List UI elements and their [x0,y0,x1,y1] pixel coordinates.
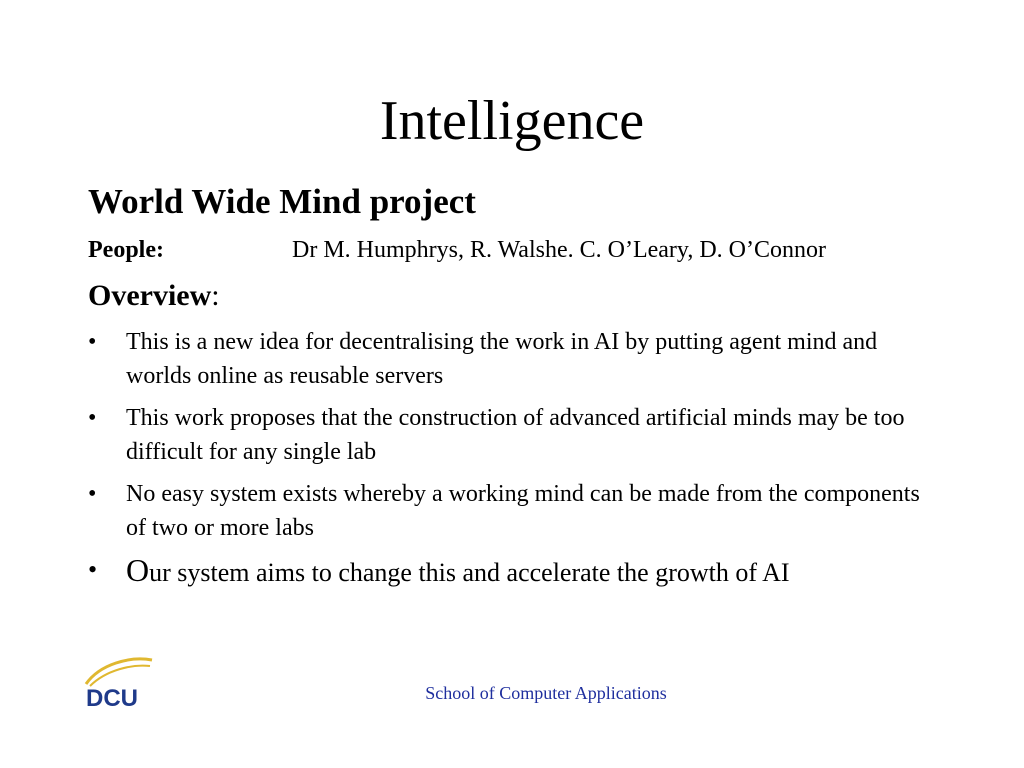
people-label: People: [88,237,164,263]
project-heading: World Wide Mind project [88,182,476,221]
bullet-text: This is a new idea for decentralising the work in AI by putting agent mind and worlds online as reusable servers [126,329,878,389]
logo-text: DCU [86,685,138,710]
bullet-text: ur system aims to change this and accelerate the growth of AI [149,558,790,587]
footer-school: School of Computer Applications [425,683,667,703]
bullet-list [88,325,938,598]
bullet-item [88,477,938,545]
slide-title: Intelligence [379,90,645,152]
bullet-item [88,325,938,393]
bullet-text: No easy system exists whereby a working mind can be made from the components of two or more labs [126,481,920,541]
overview-heading [88,278,220,314]
people-names: Dr M. Humphrys, R. Walshe. C. O’Leary, D. O’Connor [292,237,826,263]
overview-colon: : [211,279,220,312]
overview-word: Overview [88,279,212,312]
bullet-initial: O [126,552,150,588]
bullet-marker: • [88,405,97,431]
bullet-marker: • [88,329,97,355]
bullet-marker: • [88,481,97,507]
bullet-item [88,553,938,590]
bullet-marker: • [88,555,98,584]
bullet-text: This work proposes that the construction of advanced artificial minds may be too difficult for any single lab [126,405,905,465]
bullet-item [88,401,938,469]
